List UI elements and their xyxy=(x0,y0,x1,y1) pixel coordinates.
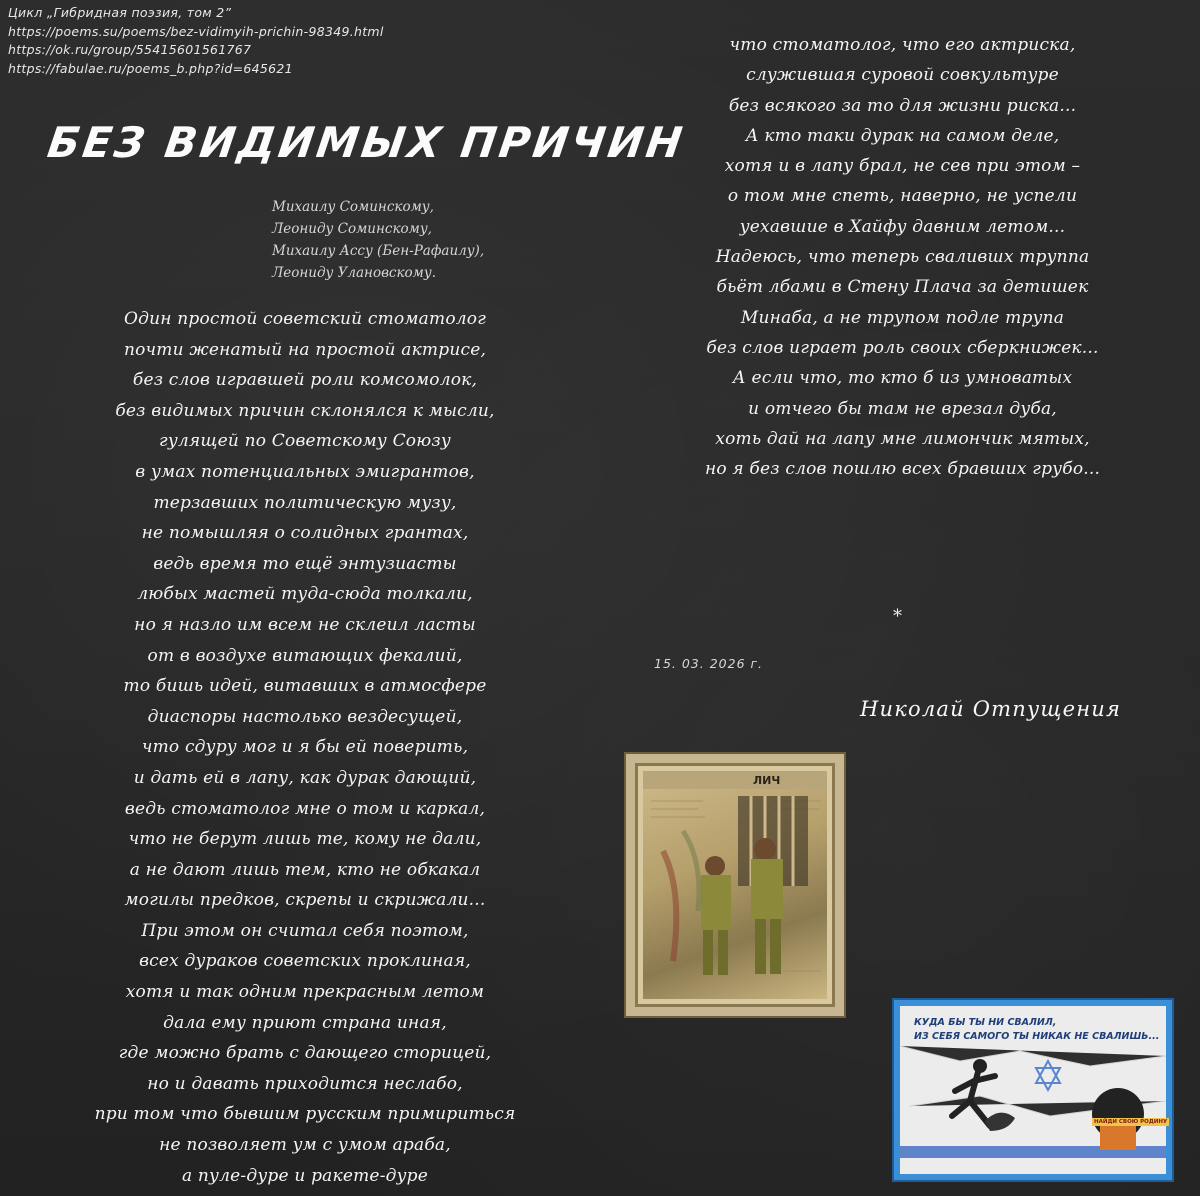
source-link-fabulae[interactable]: https://fabulae.ru/poems_b.php?id=645621 xyxy=(8,60,293,76)
verse-line: бьёт лбами в Стену Плача за детишек xyxy=(716,277,1089,298)
verse-line: но и давать приходится неслабо, xyxy=(147,1073,463,1094)
verse-line: а не дают лишь тем, кто не обкакал xyxy=(129,859,481,880)
poster-line-2: ИЗ СЕБЯ САМОГО ТЫ НИКАК НЕ СВАЛИШЬ... xyxy=(914,1031,1160,1042)
verse-line: диаспоры настолько вездесущей, xyxy=(147,706,463,727)
verse-right-column xyxy=(620,30,1185,484)
section-star: * xyxy=(893,606,902,627)
dedication-line: Леониду Соминскому, xyxy=(272,221,432,237)
verse-left-column xyxy=(20,304,590,1191)
verse-line: гулящей по Советскому Союзу xyxy=(159,431,451,452)
dedication-line: Леониду Улановскому. xyxy=(272,265,436,281)
painting-illustration xyxy=(643,771,827,999)
verse-line: в умах потенциальных эмигрантов, xyxy=(135,461,475,482)
verse-line: при том что бывшим русским примириться xyxy=(94,1104,516,1125)
poem-title: БЕЗ ВИДИМЫХ ПРИЧИН xyxy=(44,118,688,167)
verse-line: что сдуру мог и я бы ей поверить, xyxy=(141,737,469,758)
verse-line: уехавшие в Хайфу давним летом... xyxy=(739,216,1066,237)
verse-line: А если что, то кто б из умноватых xyxy=(732,368,1073,389)
soldiers-painting xyxy=(626,754,844,1016)
verse-line: что не берут лишь те, кому не дали, xyxy=(128,829,482,850)
dedication xyxy=(272,196,484,284)
dedication-line: Михаилу Соминскому, xyxy=(272,199,434,215)
poem-date: 15. 03. 2026 г. xyxy=(654,656,764,671)
verse-line: А кто таки дурак на самом деле, xyxy=(745,125,1060,146)
verse-line: без всякого за то для жизни риска... xyxy=(728,95,1077,116)
source-link-ok-ru[interactable]: https://ok.ru/group/55415601561767 xyxy=(8,42,252,57)
poster-caption xyxy=(914,1016,1159,1044)
verse-line: без видимых причин склонялся к мысли, xyxy=(115,400,495,421)
verse-line: то бишь идей, витавших в атмосфере xyxy=(123,676,487,697)
verse-line: что стоматолог, что его актриска, xyxy=(729,35,1076,55)
cycle-title: Цикл „Гибридная поэзия, том 2” xyxy=(8,5,232,20)
verse-line: хотя и в лапу брал, не сев при этом – xyxy=(724,156,1081,177)
verse-line: Один простой советский стоматолог xyxy=(123,309,487,329)
verse-line: Минаба, а не трупом подле трупа xyxy=(740,307,1065,328)
source-link-poems-su[interactable]: https://poems.su/poems/bez-vidimyih-prichin-98349.html xyxy=(8,23,384,39)
verse-line: терзавших политическую музу, xyxy=(153,492,457,513)
verse-line: о том мне спеть, наверно, не успели xyxy=(727,186,1078,207)
verse-line: от в воздухе витающих фекалий, xyxy=(147,645,463,666)
verse-line: и дать ей в лапу, как дурак дающий, xyxy=(133,767,477,788)
verse-line: без слов играет роль своих сберкнижек... xyxy=(706,337,1099,358)
verse-line: ведь стоматолог мне о том и каркал, xyxy=(124,798,486,819)
verse-line: и отчего бы там не врезал дуба, xyxy=(748,398,1057,419)
verse-line: не помышляя о солидных грантах, xyxy=(141,523,469,544)
verse-line: ведь время то ещё энтузиасты xyxy=(153,553,457,574)
verse-line: не позволяет ум с умом араба, xyxy=(159,1135,451,1156)
verse-line: Надеюсь, что теперь свалившх труппа xyxy=(715,247,1090,268)
author-signature: Николай Отпущения xyxy=(860,697,1122,721)
verse-line: хоть дай на лапу мне лимончик мятых, xyxy=(715,428,1090,449)
verse-line: а пуле-дуре и ракете-дуре xyxy=(181,1165,429,1186)
painting-newspaper-header: ЛИЧ xyxy=(753,774,781,787)
verse-line: всех дураков советских проклиная, xyxy=(139,951,471,972)
verse-line: но я без слов пошлю всех бравших грубо... xyxy=(704,459,1101,480)
verse-line: любых мастей туда-сюда толкали, xyxy=(137,584,473,605)
verse-line: где можно брать с дающего сторицей, xyxy=(118,1043,492,1064)
painting-canvas xyxy=(643,771,827,999)
verse-line: без слов игравшей роли комсомолок, xyxy=(132,370,478,391)
verse-line: но я назло им всем не склеил ласты xyxy=(134,614,476,635)
poster-badge: НАЙДИ СВОЮ РОДИНУ xyxy=(1094,1119,1168,1125)
poster-line-1: КУДА БЫ ТЫ НИ СВАЛИЛ, xyxy=(914,1017,1057,1028)
dedication-line: Михаилу Ассу (Бен-Рафаилу), xyxy=(272,243,485,259)
verse-line: почти женатый на простой актрисе, xyxy=(123,339,487,360)
verse-line: могилы предков, скрепы и скрижали... xyxy=(124,890,486,911)
verse-line: При этом он считал себя поэтом, xyxy=(141,920,469,941)
verse-line: хотя и так одним прекрасным летом xyxy=(125,982,485,1003)
verse-line: дала ему приют страна иная, xyxy=(163,1012,447,1033)
verse-line: служившая суровой совкультуре xyxy=(746,65,1059,86)
emigration-poster xyxy=(894,1000,1172,1180)
cycle-meta xyxy=(8,4,384,78)
